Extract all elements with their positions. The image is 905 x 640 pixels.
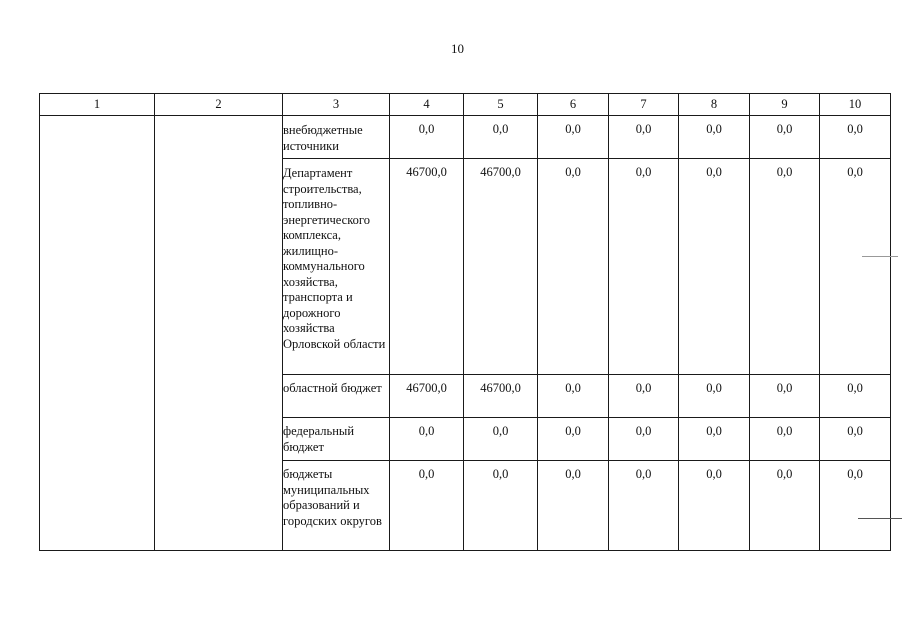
funding-source-cell: областной бюджет — [283, 375, 390, 418]
funding-source-cell: внебюджетные источники — [283, 116, 390, 159]
funding-source-cell: федеральный бюджет — [283, 418, 390, 461]
value-cell: 0,0 — [750, 159, 820, 375]
value-cell: 46700,0 — [464, 159, 538, 375]
budget-table — [39, 93, 891, 551]
value-cell: 0,0 — [390, 418, 464, 461]
value-cell: 0,0 — [679, 159, 750, 375]
value-cell: 0,0 — [750, 418, 820, 461]
column-header: 4 — [390, 94, 464, 116]
value-cell: 0,0 — [538, 375, 609, 418]
value-cell: 0,0 — [609, 375, 679, 418]
value-cell: 0,0 — [679, 461, 750, 551]
merged-empty-cell-col2 — [155, 116, 283, 551]
value-cell: 0,0 — [609, 461, 679, 551]
value-cell: 0,0 — [609, 116, 679, 159]
value-cell: 0,0 — [464, 461, 538, 551]
value-cell: 0,0 — [750, 375, 820, 418]
value-cell: 0,0 — [679, 375, 750, 418]
column-header: 2 — [155, 94, 283, 116]
value-cell: 0,0 — [390, 461, 464, 551]
value-cell: 46700,0 — [464, 375, 538, 418]
value-cell: 0,0 — [820, 116, 891, 159]
column-number-row — [40, 94, 891, 116]
page-number: 10 — [451, 41, 464, 56]
value-cell: 46700,0 — [390, 159, 464, 375]
value-cell: 0,0 — [820, 418, 891, 461]
scan-artifact-line — [858, 518, 902, 519]
value-cell: 0,0 — [538, 116, 609, 159]
value-cell: 0,0 — [464, 116, 538, 159]
value-cell: 0,0 — [750, 461, 820, 551]
column-header: 6 — [538, 94, 609, 116]
value-cell: 0,0 — [538, 461, 609, 551]
table-row — [40, 116, 891, 159]
funding-source-cell: бюджеты муниципальных образований и городских округов — [283, 461, 390, 551]
value-cell: 0,0 — [679, 116, 750, 159]
column-header: 9 — [750, 94, 820, 116]
value-cell: 0,0 — [820, 159, 891, 375]
column-header: 3 — [283, 94, 390, 116]
column-header: 8 — [679, 94, 750, 116]
value-cell: 0,0 — [820, 375, 891, 418]
value-cell: 0,0 — [750, 116, 820, 159]
value-cell: 0,0 — [609, 159, 679, 375]
value-cell: 0,0 — [679, 418, 750, 461]
value-cell: 0,0 — [538, 159, 609, 375]
column-header: 7 — [609, 94, 679, 116]
value-cell: 0,0 — [820, 461, 891, 551]
column-header: 5 — [464, 94, 538, 116]
value-cell: 46700,0 — [390, 375, 464, 418]
value-cell: 0,0 — [390, 116, 464, 159]
value-cell: 0,0 — [464, 418, 538, 461]
funding-source-cell: Департамент строительства, топливно-энергетического комплекса, жилищно-коммунального хозяйства, транспорта и дорожного хозяйства Орловской области — [283, 159, 390, 375]
scan-artifact-line — [862, 256, 898, 257]
merged-empty-cell-col1 — [40, 116, 155, 551]
column-header: 1 — [40, 94, 155, 116]
value-cell: 0,0 — [538, 418, 609, 461]
column-header: 10 — [820, 94, 891, 116]
value-cell: 0,0 — [609, 418, 679, 461]
